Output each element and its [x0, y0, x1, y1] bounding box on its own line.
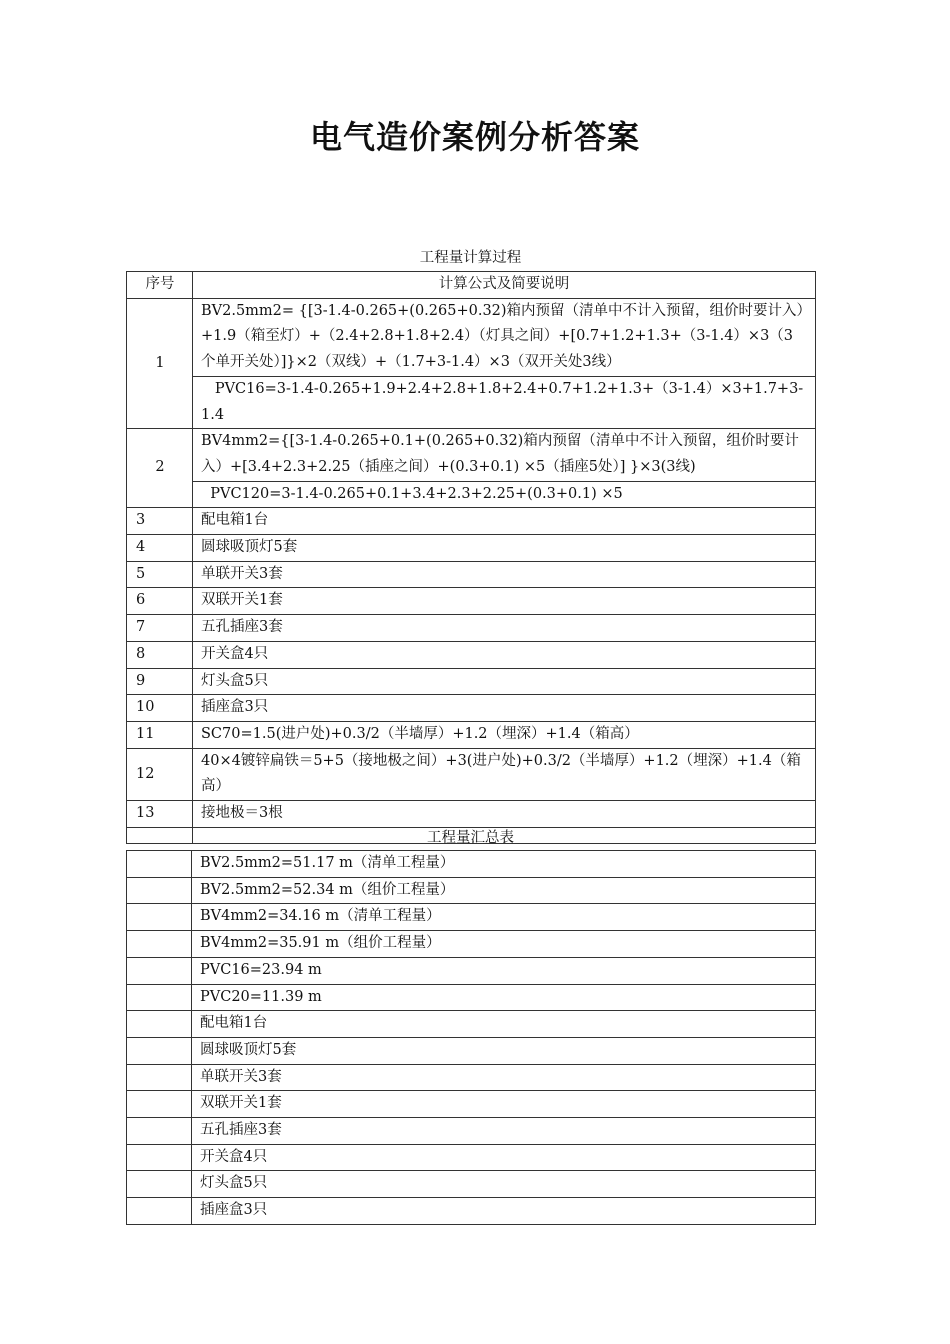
table-row — [127, 481, 816, 508]
table-row — [127, 615, 816, 642]
table-row — [127, 904, 816, 931]
table-row — [127, 721, 816, 748]
summary-item: 单联开关3套 — [192, 1064, 816, 1091]
row-formula: BV2.5mm2= {[3-1.4-0.265+(0.265+0.32)箱内预留（清单中不计入预留，组价时要计入）+1.9（箱至灯）+（2.4+2.8+1.8+2.4）（灯具之间）+[0.7+1.2+1.3+（3-1.4）×3（3个单开关处）]}×2（双线）+（1.7+3-1.4）×3（双开关处3线） — [193, 298, 816, 376]
row-number: 10 — [127, 695, 193, 722]
table-row — [127, 1198, 816, 1225]
empty-cell — [127, 1118, 192, 1145]
table-row — [127, 535, 816, 562]
table-row — [127, 695, 816, 722]
row-text: 配电箱1台 — [193, 508, 816, 535]
table-row — [127, 984, 816, 1011]
table-row — [127, 298, 816, 376]
row-text: SC70=1.5(进户处)+0.3/2（半墙厚）+1.2（埋深）+1.4（箱高） — [193, 721, 816, 748]
row-number: 6 — [127, 588, 193, 615]
summary-item: PVC16=23.94 m — [192, 957, 816, 984]
row-number: 13 — [127, 801, 193, 828]
summary-item: 开关盒4只 — [192, 1144, 816, 1171]
header-formula: 计算公式及简要说明 — [193, 272, 816, 299]
calc-table-caption: 工程量计算过程 — [419, 250, 522, 266]
table-row — [127, 748, 816, 800]
empty-cell — [127, 957, 192, 984]
summary-item: BV2.5mm2=52.34 m（组价工程量） — [192, 877, 816, 904]
summary-item: 插座盒3只 — [192, 1198, 816, 1225]
table-row — [127, 801, 816, 828]
calc-table — [126, 271, 816, 844]
table-row — [127, 957, 816, 984]
empty-cell — [127, 984, 192, 1011]
table-row — [127, 1171, 816, 1198]
page-title: 电气造价案例分析答案 — [309, 118, 640, 156]
row-number: 9 — [127, 668, 193, 695]
table-row — [127, 851, 816, 878]
summary-table — [126, 850, 816, 1225]
empty-cell — [127, 877, 192, 904]
table-row — [127, 1011, 816, 1038]
row-text: 接地极＝3根 — [193, 801, 816, 828]
row-text: 五孔插座3套 — [193, 615, 816, 642]
row-formula: PVC120=3-1.4-0.265+0.1+3.4+2.3+2.25+(0.3+0.1) ×5 — [193, 481, 816, 508]
empty-cell — [127, 904, 192, 931]
table-row — [127, 1118, 816, 1145]
row-number: 7 — [127, 615, 193, 642]
empty-cell — [127, 1037, 192, 1064]
row-number: 12 — [127, 748, 193, 800]
summary-item: PVC20=11.39 m — [192, 984, 816, 1011]
summary-item: 圆球吸顶灯5套 — [192, 1037, 816, 1064]
row-number: 11 — [127, 721, 193, 748]
empty-cell — [127, 1091, 192, 1118]
row-text: 圆球吸顶灯5套 — [193, 535, 816, 562]
table-row — [127, 508, 816, 535]
row-formula: BV4mm2={[3-1.4-0.265+0.1+(0.265+0.32)箱内预留（清单中不计入预留，组价时要计入）+[3.4+2.3+2.25（插座之间）+(0.3+0.1) ×5（插座5处）] }×3(3线) — [193, 429, 816, 481]
table-row — [127, 561, 816, 588]
summary-item: BV2.5mm2=51.17 m（清单工程量） — [192, 851, 816, 878]
row-number: 5 — [127, 561, 193, 588]
row-number: 3 — [127, 508, 193, 535]
table-row — [127, 1064, 816, 1091]
row-number: 8 — [127, 641, 193, 668]
table-row — [127, 1144, 816, 1171]
table-row — [127, 1037, 816, 1064]
table-row — [127, 1091, 816, 1118]
table-row — [127, 641, 816, 668]
row-text: 插座盒3只 — [193, 695, 816, 722]
row-number: 4 — [127, 535, 193, 562]
table-row — [127, 376, 816, 428]
row-formula: PVC16=3-1.4-0.265+1.9+2.4+2.8+1.8+2.4+0.7+1.2+1.3+（3-1.4）×3+1.7+3-1.4 — [193, 376, 816, 428]
row-text: 灯头盒5只 — [193, 668, 816, 695]
summary-table-caption: 工程量汇总表 — [427, 830, 514, 846]
header-no: 序号 — [127, 272, 193, 299]
row-number: 2 — [127, 429, 193, 508]
table-row — [127, 668, 816, 695]
row-text: 单联开关3套 — [193, 561, 816, 588]
row-number: 1 — [127, 298, 193, 429]
empty-cell — [127, 931, 192, 958]
summary-item: 配电箱1台 — [192, 1011, 816, 1038]
row-text: 双联开关1套 — [193, 588, 816, 615]
summary-item: BV4mm2=35.91 m（组价工程量） — [192, 931, 816, 958]
table-row — [127, 931, 816, 958]
summary-item: 灯头盒5只 — [192, 1171, 816, 1198]
empty-cell — [127, 851, 192, 878]
table-row — [127, 588, 816, 615]
table-row — [127, 877, 816, 904]
summary-item: 双联开关1套 — [192, 1091, 816, 1118]
empty-cell — [127, 1144, 192, 1171]
row-text: 开关盒4只 — [193, 641, 816, 668]
summary-item: BV4mm2=34.16 m（清单工程量） — [192, 904, 816, 931]
empty-cell — [127, 1171, 192, 1198]
table-header-row — [127, 272, 816, 299]
row-text: 40×4镀锌扁铁＝5+5（接地极之间）+3(进户处)+0.3/2（半墙厚）+1.2（埋深）+1.4（箱高） — [193, 748, 816, 800]
table-row — [127, 429, 816, 481]
summary-item: 五孔插座3套 — [192, 1118, 816, 1145]
empty-cell — [127, 1011, 192, 1038]
empty-cell — [127, 1198, 192, 1225]
empty-cell — [127, 1064, 192, 1091]
